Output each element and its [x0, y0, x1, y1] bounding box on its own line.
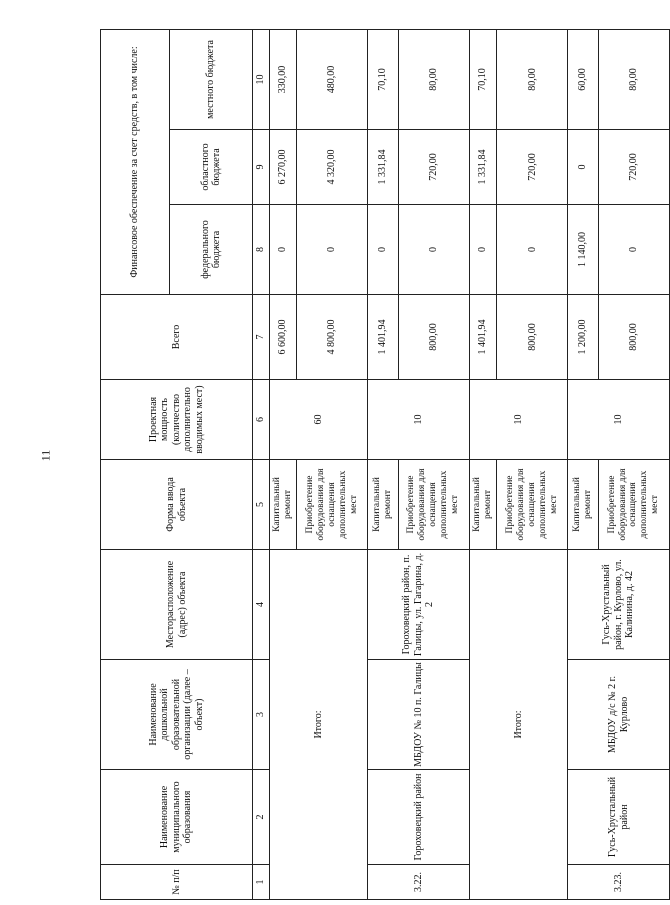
colnum-3: 3	[253, 660, 269, 770]
colnum-1: 1	[253, 865, 269, 900]
total-label: Итого:	[469, 550, 568, 900]
regional-cell: 720,00	[598, 130, 669, 205]
form-cell: Приобретение оборудования для оснащения дополнительных мест	[497, 460, 568, 550]
total-cell: 1 401,94	[368, 295, 398, 380]
municipality-cell: Гусь-Хрустальный район	[568, 770, 670, 865]
colnum-4: 4	[253, 550, 269, 660]
row-number: 3.23.	[568, 865, 670, 900]
form-cell: Приобретение оборудования для оснащения дополнительных мест	[598, 460, 669, 550]
table-row	[368, 29, 398, 899]
regional-cell: 4 320,00	[297, 130, 368, 205]
header-capacity: Проектная мощность (количество дополнительно вводимых мест)	[101, 380, 253, 460]
total-cell: 1 200,00	[568, 295, 598, 380]
local-cell: 70,10	[368, 29, 398, 129]
header-regional: областного бюджета	[170, 130, 253, 205]
local-cell: 80,00	[398, 29, 469, 129]
header-total: Всего	[101, 295, 253, 380]
capacity-cell: 60	[269, 380, 368, 460]
regional-cell: 1 331,84	[469, 130, 496, 205]
header-address: Месторасположение (адрес) объекта	[101, 550, 253, 660]
colnum-8: 8	[253, 205, 269, 295]
total-cell: 6 600,00	[269, 295, 296, 380]
federal-cell: 0	[398, 205, 469, 295]
form-cell: Приобретение оборудования для оснащения дополнительных мест	[297, 460, 368, 550]
table-area	[100, 30, 670, 895]
header-row	[101, 29, 170, 899]
form-cell: Капитальный ремонт	[269, 460, 296, 550]
header-form: Форма ввода объекта	[101, 460, 253, 550]
federal-cell: 1 140,00	[568, 205, 598, 295]
address-cell: Гороховецкий район, п. Галицы, ул. Гагарина, д. 2	[368, 550, 470, 660]
total-cell: 800,00	[398, 295, 469, 380]
total-cell: 800,00	[497, 295, 568, 380]
local-cell: 80,00	[598, 29, 669, 129]
table-row	[469, 29, 496, 899]
header-object: Наименование дошкольной образовательной организации (далее – объект)	[101, 660, 253, 770]
object-cell: МБДОУ д/с № 2 г. Курлово	[568, 660, 670, 770]
form-cell: Капитальный ремонт	[568, 460, 598, 550]
colnum-7: 7	[253, 295, 269, 380]
table-row	[568, 29, 598, 899]
federal-cell: 0	[368, 205, 398, 295]
header-financing: Финансовое обеспечение за счет средств, в том числе:	[101, 29, 170, 294]
local-cell: 480,00	[297, 29, 368, 129]
header-no: № п/п	[101, 865, 253, 900]
colnum-10: 10	[253, 29, 269, 129]
total-label: Итого:	[269, 550, 368, 900]
federal-cell: 0	[469, 205, 496, 295]
federal-cell: 0	[269, 205, 296, 295]
local-cell: 70,10	[469, 29, 496, 129]
municipality-cell: Гороховецкий район	[368, 770, 470, 865]
local-cell: 330,00	[269, 29, 296, 129]
rotated-table-wrapper	[100, 30, 670, 900]
local-cell: 60,00	[568, 29, 598, 129]
colnum-2: 2	[253, 770, 269, 865]
colnum-5: 5	[253, 460, 269, 550]
header-federal: федерального бюджета	[170, 205, 253, 295]
colnum-6: 6	[253, 380, 269, 460]
regional-cell: 1 331,84	[368, 130, 398, 205]
header-municipality: Наименование муниципального образования	[101, 770, 253, 865]
capacity-cell: 10	[469, 380, 568, 460]
local-cell: 80,00	[497, 29, 568, 129]
regional-cell: 0	[568, 130, 598, 205]
form-cell: Капитальный ремонт	[368, 460, 398, 550]
capacity-cell: 10	[368, 380, 470, 460]
total-cell: 4 800,00	[297, 295, 368, 380]
row-number: 3.22.	[368, 865, 470, 900]
federal-cell: 0	[297, 205, 368, 295]
object-cell: МБДОУ № 10 п. Галицы	[368, 660, 470, 770]
federal-cell: 0	[497, 205, 568, 295]
regional-cell: 720,00	[497, 130, 568, 205]
regional-cell: 720,00	[398, 130, 469, 205]
column-number-row	[253, 29, 269, 899]
regional-cell: 6 270,00	[269, 130, 296, 205]
header-local: местного бюджета	[170, 29, 253, 129]
total-cell: 1 401,94	[469, 295, 496, 380]
colnum-9: 9	[253, 130, 269, 205]
form-cell: Приобретение оборудования для оснащения дополнительных мест	[398, 460, 469, 550]
federal-cell: 0	[598, 205, 669, 295]
page-number: 11	[38, 449, 53, 462]
capacity-cell: 10	[568, 380, 670, 460]
funding-table	[100, 29, 670, 900]
address-cell: Гусь-Хрустальный район, г. Курлово, ул. Калинина, д. 42	[568, 550, 670, 660]
table-row	[269, 29, 296, 899]
form-cell: Капитальный ремонт	[469, 460, 496, 550]
total-cell: 800,00	[598, 295, 669, 380]
